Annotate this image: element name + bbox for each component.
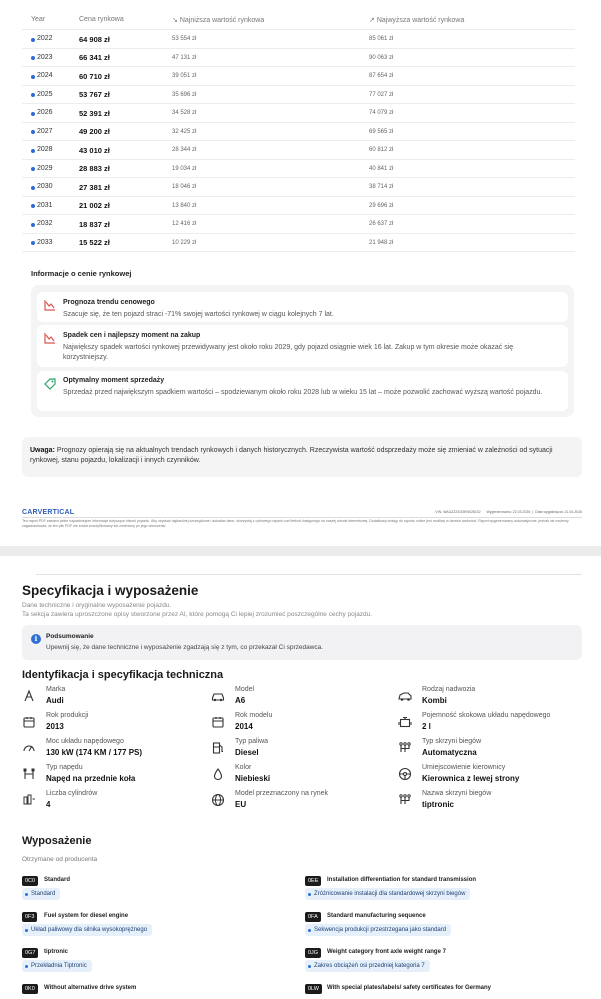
brand-icon [22, 689, 36, 703]
row-min: 34 528 zł [172, 110, 197, 116]
spec-label: Model [235, 686, 255, 693]
row-price: 21 002 zł [79, 201, 110, 210]
note-label: Uwaga: [30, 447, 55, 454]
engine-icon [398, 715, 412, 729]
year-dot-icon [31, 130, 35, 134]
table-row [22, 178, 575, 197]
spec-label: Liczba cylindrów [46, 790, 98, 797]
spec-label: Rok modelu [235, 712, 273, 719]
equipment-code: 0LW [305, 984, 322, 994]
info-item-text: Największy spadek wartości rynkowej przewidywany jest około roku 2029, gdy pojazd osiągnie wiek 16 lat. Zakup w tym okresie może okazać się korzystniejszy. [63, 344, 514, 361]
equipment-item [305, 984, 565, 999]
equipment-name: tiptronic [44, 949, 68, 955]
info-item-trend [37, 292, 568, 322]
spec-value: 130 kW (174 KM / 177 PS) [46, 748, 143, 757]
year-dot-icon [31, 149, 35, 153]
row-year: 2032 [37, 220, 53, 227]
carvertical-logo: CARVERTICAL [22, 509, 75, 516]
trend-down-icon [43, 298, 57, 312]
row-price: 66 341 zł [79, 53, 110, 62]
table-row [22, 123, 575, 142]
row-year: 2031 [37, 201, 53, 209]
equipment-name: Standard manufacturing sequence [327, 913, 426, 919]
row-price: 64 908 zł [79, 34, 110, 44]
spec-item [211, 738, 391, 764]
equipment-item [22, 912, 282, 942]
year-dot-icon [31, 186, 35, 190]
equipment-item [305, 876, 565, 906]
row-max: 26 637 zł [369, 221, 394, 227]
spec-item [211, 712, 391, 738]
summary-text: Upewnij się, że dane techniczne i wyposażenie zgadzają się z tym, co przekazał Ci sprzedawca. [46, 644, 324, 651]
spec-subtitle-2: Ta sekcja zawiera uproszczone opisy stworzone przez AI, które pomogą Ci lepiej zrozumieć poszczególne cechy pojazdu. [22, 611, 373, 618]
year-dot-icon [31, 75, 35, 79]
row-max: 60 812 zł [369, 147, 394, 153]
equipment-code: 0JG [305, 948, 321, 958]
row-min: 32 425 zł [172, 128, 197, 135]
spec-item [398, 738, 578, 764]
footer-generated: Wygenerowano: 22.03.2026 [486, 510, 531, 514]
equipment-item [22, 984, 282, 999]
spec-item [398, 790, 578, 816]
row-min: 47 131 zł [172, 54, 197, 61]
spec-value: Kombi [422, 696, 447, 705]
disclaimer-note [22, 437, 582, 477]
car-icon [211, 689, 225, 703]
spec-value: A6 [235, 696, 246, 705]
row-price: 49 200 zł [79, 127, 110, 136]
table-row [22, 197, 575, 216]
equipment-code: 0F3 [22, 912, 37, 922]
spec-item [22, 686, 202, 712]
row-min: 18 046 zł [172, 184, 197, 190]
header-max: ↗ Najwyższa wartość rynkowa [369, 17, 465, 24]
info-item-text: Sprzedaż przed największym spadkiem wartości – spodziewanym około roku 2028 lub w wieku 15 lat – może pozwolić zachować wyższą wartość pojazdu. [63, 389, 543, 396]
equipment-code: 0G7 [22, 948, 38, 958]
row-price: 60 710 zł [79, 71, 110, 81]
spec-value: Audi [46, 696, 64, 705]
equipment-code: 0EE [305, 876, 321, 886]
footer-expiry: Data wygaśnięcia: 21.04.2026 [535, 510, 582, 514]
equipment-code: 0C0 [22, 876, 38, 886]
table-row [22, 141, 575, 160]
top-divider [36, 574, 582, 575]
row-max: 29 696 zł [369, 202, 394, 209]
calendar-icon [211, 715, 225, 729]
row-min: 35 696 zł [172, 91, 197, 98]
row-max: 90 063 zł [369, 54, 394, 61]
spec-item [398, 712, 578, 738]
page-footer [22, 509, 582, 528]
spec-label: Pojemność skokowa układu napędowego [422, 712, 551, 719]
fuel-icon [211, 741, 225, 755]
row-min: 10 229 zł [172, 239, 197, 246]
note-text: Prognozy opierają się na aktualnych trendach rynkowych i danych historycznych. Rzeczywista wartość odsprzedaży może się zmieniać w zależności od sytuacji rynkowej, stanu pojazdu, lokalizacji i innych czynników. [30, 447, 553, 464]
row-max: 40 841 zł [369, 165, 394, 172]
row-max: 21 948 zł [369, 239, 394, 246]
spec-item [22, 712, 202, 738]
spec-label: Typ napędu [46, 764, 83, 771]
info-item-drop [37, 325, 568, 367]
table-row [22, 86, 575, 105]
cylinders-icon [22, 793, 36, 807]
row-year: 2024 [37, 72, 53, 79]
equipment-name: Fuel system for diesel engine [44, 913, 129, 919]
year-dot-icon [31, 204, 35, 208]
spec-item [398, 764, 578, 790]
summary-box [22, 625, 582, 660]
row-price: 43 010 zł [79, 145, 110, 155]
row-year: 2028 [37, 146, 53, 153]
equipment-translation-tag: Układ paliwowy dla silnika wysokoprężnego [22, 924, 152, 936]
row-min: 12 416 zł [172, 221, 197, 227]
year-dot-icon [31, 56, 35, 60]
equipment-title: Wyposażenie [22, 835, 92, 847]
table-header [22, 8, 575, 30]
row-max: 87 654 zł [369, 73, 394, 79]
spec-value: 2014 [235, 722, 253, 731]
spec-label: Marka [46, 686, 66, 693]
row-year: 2025 [37, 90, 53, 98]
equipment-translation-tag: Standard [22, 888, 60, 900]
row-max: 38 714 zł [369, 184, 394, 190]
header-price: Cena rynkowa [79, 16, 124, 23]
row-year: 2030 [37, 183, 53, 190]
spec-section-title: Specyfikacja i wyposażenie [22, 583, 199, 598]
info-icon: i [31, 634, 41, 644]
row-price: 28 883 zł [79, 164, 110, 173]
spec-label: Rok produkcji [46, 712, 89, 719]
drivetrain-icon [22, 767, 36, 781]
footer-meta: VIN: WAUZZZ4G0EN028102 Wygenerowano: 22.03.2026 | Data wygaśnięcia: 21.04.2026 [435, 510, 582, 514]
info-item-title: Prognoza trendu cenowego [63, 299, 155, 306]
spec-label: Umiejscowienie kierownicy [422, 764, 506, 771]
equipment-name: Installation differentiation for standard transmission [327, 877, 477, 883]
spec-value: Diesel [235, 748, 259, 757]
spec-label: Nazwa skrzyni biegów [422, 790, 492, 797]
gearbox-icon [398, 793, 412, 807]
table-row [22, 67, 575, 86]
paint-icon [211, 767, 225, 781]
market-info-title: Informacje o cenie rynkowej [31, 269, 132, 278]
price-tag-icon [43, 377, 57, 391]
year-dot-icon [31, 241, 35, 245]
spec-label: Moc układu napędowego [46, 738, 124, 745]
equipment-item [22, 876, 282, 906]
table-row [22, 160, 575, 179]
row-price: 52 391 zł [79, 108, 110, 118]
row-min: 28 344 zł [172, 147, 197, 153]
equipment-translation-tag: Zróżnicowanie instalacji dla standardowej skrzyni biegów [305, 888, 470, 900]
row-min: 39 051 zł [172, 73, 197, 79]
table-row [22, 30, 575, 49]
equipment-item [22, 948, 282, 978]
steering-wheel-icon [398, 767, 412, 781]
spec-value: 2013 [46, 722, 64, 731]
spec-item [22, 790, 202, 816]
row-price: 53 767 zł [79, 90, 110, 99]
year-dot-icon [31, 38, 35, 42]
equipment-name: Weight category front axle weight range 7 [327, 949, 446, 955]
spec-item [211, 686, 391, 712]
header-year: Year [31, 16, 46, 23]
market-info-box [31, 285, 574, 417]
equipment-translation-tag: Zakres obciążeń osi przedniej kategoria 7 [305, 960, 430, 972]
equipment-name: Standard [44, 877, 71, 883]
report-page-2 [0, 556, 601, 999]
year-dot-icon [31, 167, 35, 171]
equipment-code: 0K0 [22, 984, 38, 994]
spec-value: tiptronic [422, 800, 454, 809]
header-min-label: Najniższa wartość rynkowa [179, 17, 265, 24]
identification-title: Identyfikacja i specyfikacja techniczna [22, 669, 224, 681]
gearbox-icon [398, 741, 412, 755]
row-price: 15 522 zł [79, 238, 110, 247]
equipment-translation-tag: Sekwencja produkcji przestrzegana jako standard [305, 924, 451, 936]
row-price: 18 837 zł [79, 219, 110, 229]
spec-label: Kolor [235, 764, 252, 771]
summary-title: Podsumowanie [46, 633, 94, 640]
row-year: 2033 [37, 238, 53, 246]
market-price-table [22, 8, 575, 252]
info-item-sell [37, 371, 568, 411]
spec-label: Typ paliwa [235, 738, 269, 745]
spec-label: Typ skrzyni biegów [422, 738, 482, 745]
spec-value: Automatyczna [422, 748, 477, 757]
spec-value: EU [235, 800, 247, 809]
table-row [22, 234, 575, 253]
row-max: 85 061 zł [369, 36, 394, 42]
equipment-item [305, 948, 565, 978]
spec-subtitle-1: Dane techniczne i oryginalne wyposażenie pojazdu. [22, 602, 172, 609]
spec-value: 4 [46, 800, 51, 809]
equipment-subtitle: Otrzymane od producenta [22, 856, 98, 863]
equipment-translation-tag: Przekładnia Tiptronic [22, 960, 92, 972]
row-year: 2023 [37, 53, 53, 61]
car-body-icon [398, 689, 412, 703]
equipment-name: Without alternative drive system [44, 985, 137, 991]
spec-item [22, 764, 202, 790]
row-max: 77 027 zł [369, 91, 394, 98]
table-row [22, 49, 575, 68]
header-min: ↘ Najniższa wartość rynkowa [172, 17, 265, 24]
spec-value: Kierownica z lewej strony [422, 774, 520, 783]
row-year: 2029 [37, 164, 53, 172]
row-min: 19 034 zł [172, 165, 197, 172]
spec-value: 2 l [422, 722, 431, 731]
row-year: 2022 [37, 35, 53, 42]
table-row [22, 215, 575, 234]
year-dot-icon [31, 93, 35, 97]
info-item-title: Optymalny moment sprzedaży [63, 377, 165, 384]
table-row [22, 104, 575, 123]
calendar-icon [22, 715, 36, 729]
gauge-icon [22, 741, 36, 755]
year-dot-icon [31, 112, 35, 116]
equipment-code: 0FA [305, 912, 321, 922]
year-dot-icon [31, 223, 35, 227]
info-item-title: Spadek cen i najlepszy moment na zakup [63, 332, 201, 339]
spec-label: Model przeznaczony na rynek [235, 790, 328, 797]
header-max-label: Najwyższa wartość rynkowa [376, 17, 465, 24]
row-min: 13 840 zł [172, 202, 197, 209]
info-item-text: Szacuje się, że ten pojazd straci -71% swojej wartości rynkowej w ciągu kolejnych 7 lat. [63, 311, 334, 318]
spec-value: Napęd na przednie koła [46, 774, 136, 783]
footer-vin: VIN: WAUZZZ4G0EN028102 [435, 510, 481, 514]
row-max: 69 565 zł [369, 128, 394, 135]
spec-item [398, 686, 578, 712]
spec-item [211, 790, 391, 816]
spec-item [211, 764, 391, 790]
spec-item [22, 738, 202, 764]
equipment-name: With special plates/labels/ safety certificates for Germany [327, 985, 492, 991]
footer-disclaimer: Ten raport PDF zawiera pełne najważniejsze informacje dotyczące historii pojazdu. Aby uzyskać najbardziej szczegółowe i aktualne dane, skorzystaj z cyfrowego raportu carVertical dostępnego na naszej stronie internetowej. Dodatkowy dostęp do raportu online jest możliwy w okresie ważności. Raport wygenerowany automatycznie, jednak nie możemy zagwarantować, że ten plik PDF nie został zmodyfikowany lub zmieniony po jego utworzeniu. [22, 519, 569, 528]
footer-divider [22, 517, 582, 518]
row-min: 53 554 zł [172, 36, 197, 42]
spec-label: Rodzaj nadwozia [422, 686, 476, 693]
row-max: 74 079 zł [369, 110, 394, 116]
trend-down-icon [43, 331, 57, 345]
row-year: 2027 [37, 127, 53, 135]
row-year: 2026 [37, 109, 53, 116]
globe-icon [211, 793, 225, 807]
row-price: 27 381 zł [79, 182, 110, 192]
equipment-item [305, 912, 565, 942]
spec-value: Niebieski [235, 774, 271, 783]
